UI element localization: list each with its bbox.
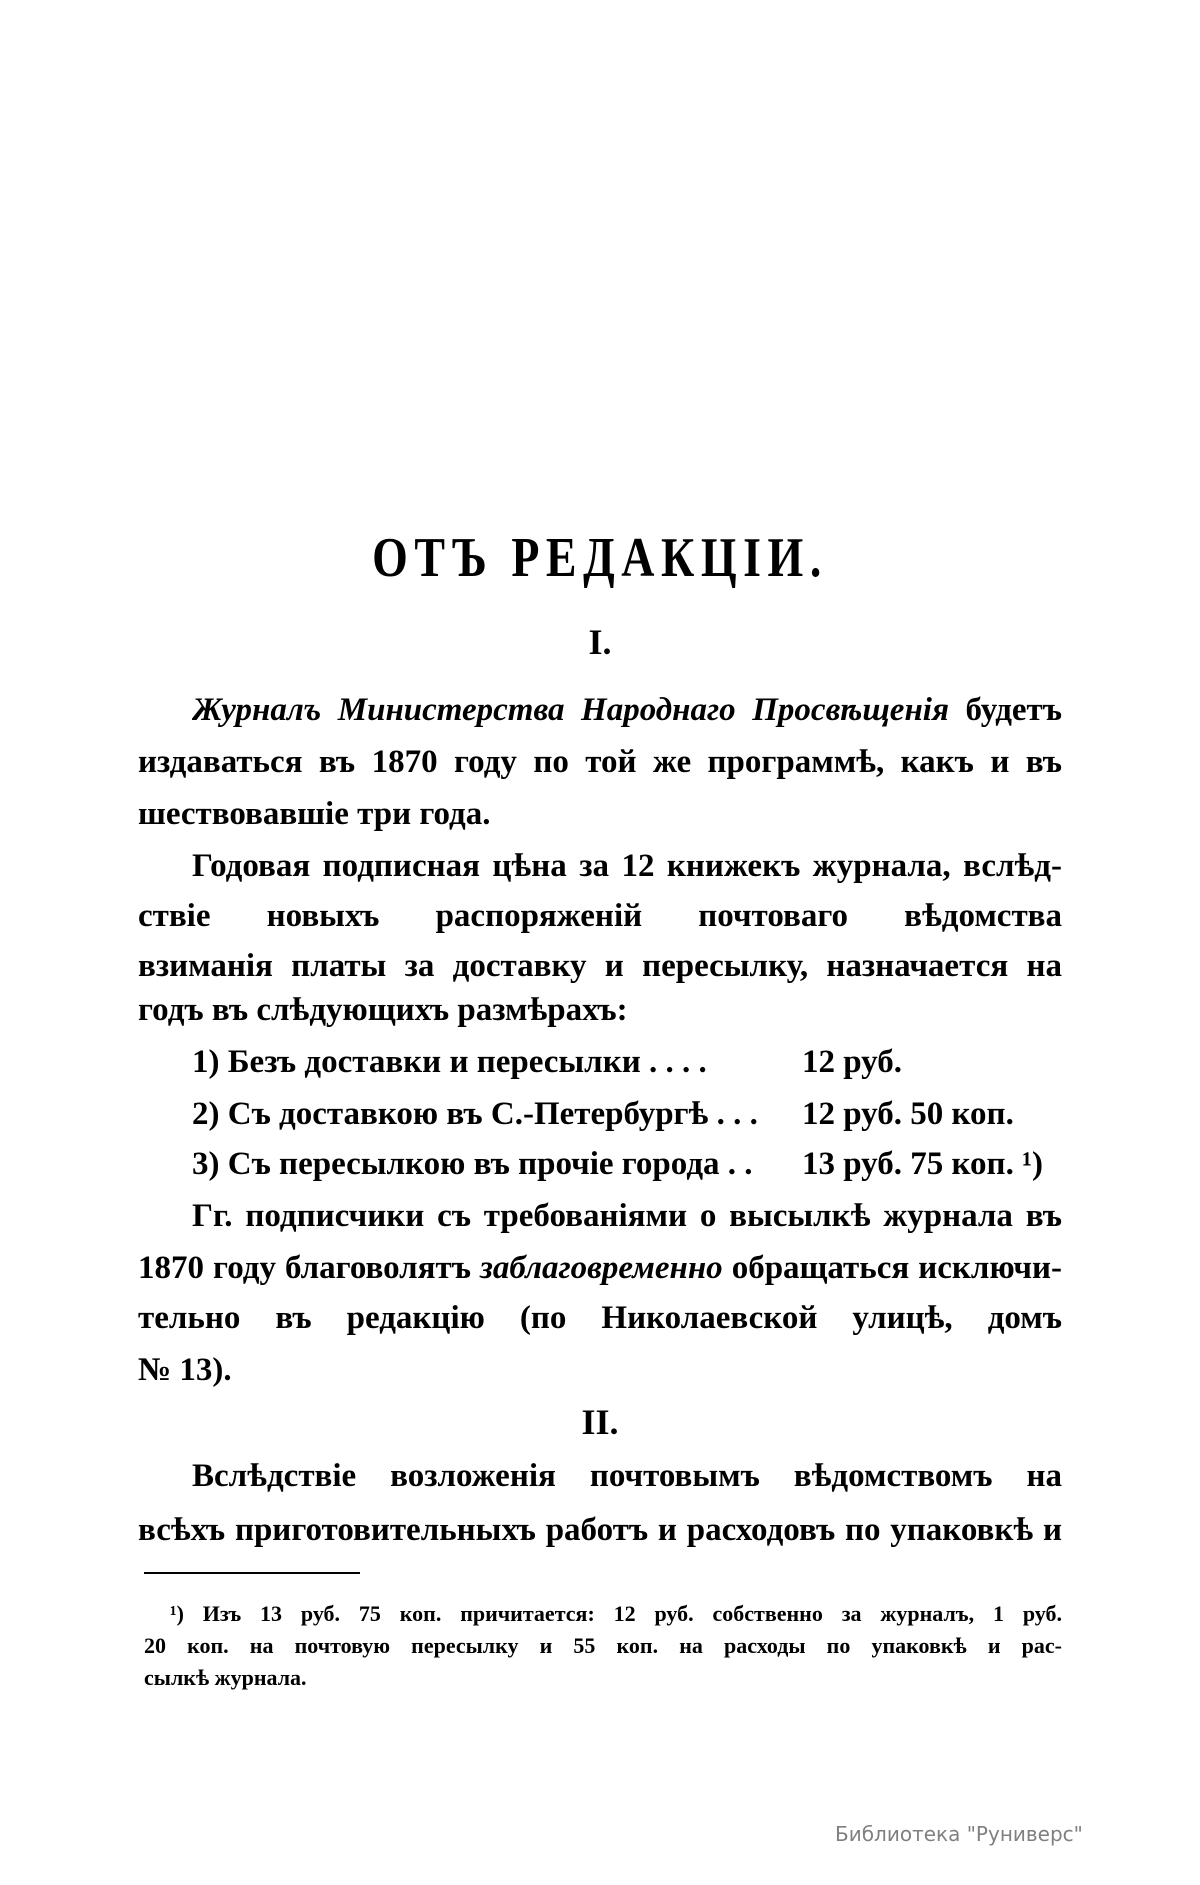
- paragraph-line: [138, 1248, 1062, 1288]
- section-numeral-2: II.: [581, 1402, 619, 1442]
- price-label: 1) Безъ доставки и пересылки . . . .: [192, 1044, 707, 1080]
- text: будетъ: [965, 692, 1062, 728]
- paragraph-line: взиманія платы за доставку и пересылку, назначается на: [138, 948, 1062, 984]
- section-numeral-1: I.: [588, 622, 612, 662]
- price-value: 12 руб.: [802, 1044, 902, 1080]
- page-title: ОТЪ РЕДАКЦІИ.: [372, 527, 828, 589]
- paragraph-line: Гг. подписчики съ требованіями о высылкѣ журнала въ: [192, 1198, 1062, 1234]
- paragraph-line: Годовая подписная цѣна за 12 книжекъ журнала, вслѣд-: [192, 848, 1062, 884]
- paragraph-line: тельно въ редакцію (по Николаевской улицѣ, домъ: [138, 1300, 1062, 1336]
- library-watermark: Библиотека "Руниверс": [835, 1822, 1083, 1846]
- paragraph-line: всѣхъ приготовительныхъ работъ и расходовъ по упаковкѣ и: [138, 1512, 1062, 1548]
- text: обращаться исключи-: [731, 1250, 1062, 1286]
- price-label: 3) Съ пересылкою въ прочіе города . .: [192, 1146, 753, 1182]
- paragraph-line: шествовавшіе три года.: [138, 796, 491, 832]
- footnote-line: сылкѣ журнала.: [144, 1665, 307, 1690]
- paragraph-line: годъ въ слѣдующихъ размѣрахъ:: [138, 992, 628, 1028]
- text: 1870 году благоволятъ: [138, 1250, 471, 1286]
- price-item: [192, 1094, 1014, 1134]
- price-label: 2) Съ доставкою въ С.-Петербургѣ . . .: [192, 1096, 758, 1132]
- paragraph-line: Вслѣдствіе возложенія почтовымъ вѣдомствомъ на: [192, 1458, 1062, 1494]
- price-item: [192, 1042, 902, 1082]
- price-item: [192, 1144, 1043, 1184]
- emphasis: заблаговременно: [480, 1250, 723, 1286]
- price-value: 12 руб. 50 коп.: [802, 1096, 1014, 1132]
- paragraph-line: № 13).: [138, 1352, 232, 1388]
- paragraph-line: ствіе новыхъ распоряженій почтоваго вѣдомства: [138, 898, 1062, 934]
- footnote-line: 20 коп. на почтовую пересылку и 55 коп. на расходы по упаковкѣ и рас-: [144, 1633, 1062, 1658]
- price-value: 13 руб. 75 коп. ¹): [802, 1146, 1043, 1182]
- journal-title: Журналъ Министерства Народнаго Просвѣщенія: [192, 692, 949, 728]
- paragraph-line: издаваться въ 1870 году по той же программѣ, какъ и въ: [138, 744, 1062, 780]
- footnote-line: ¹) Изъ 13 руб. 75 коп. причитается: 12 руб. собственно за журналъ, 1 руб.: [170, 1601, 1062, 1626]
- footnote-divider: [144, 1572, 360, 1574]
- paragraph-line: [192, 690, 1062, 730]
